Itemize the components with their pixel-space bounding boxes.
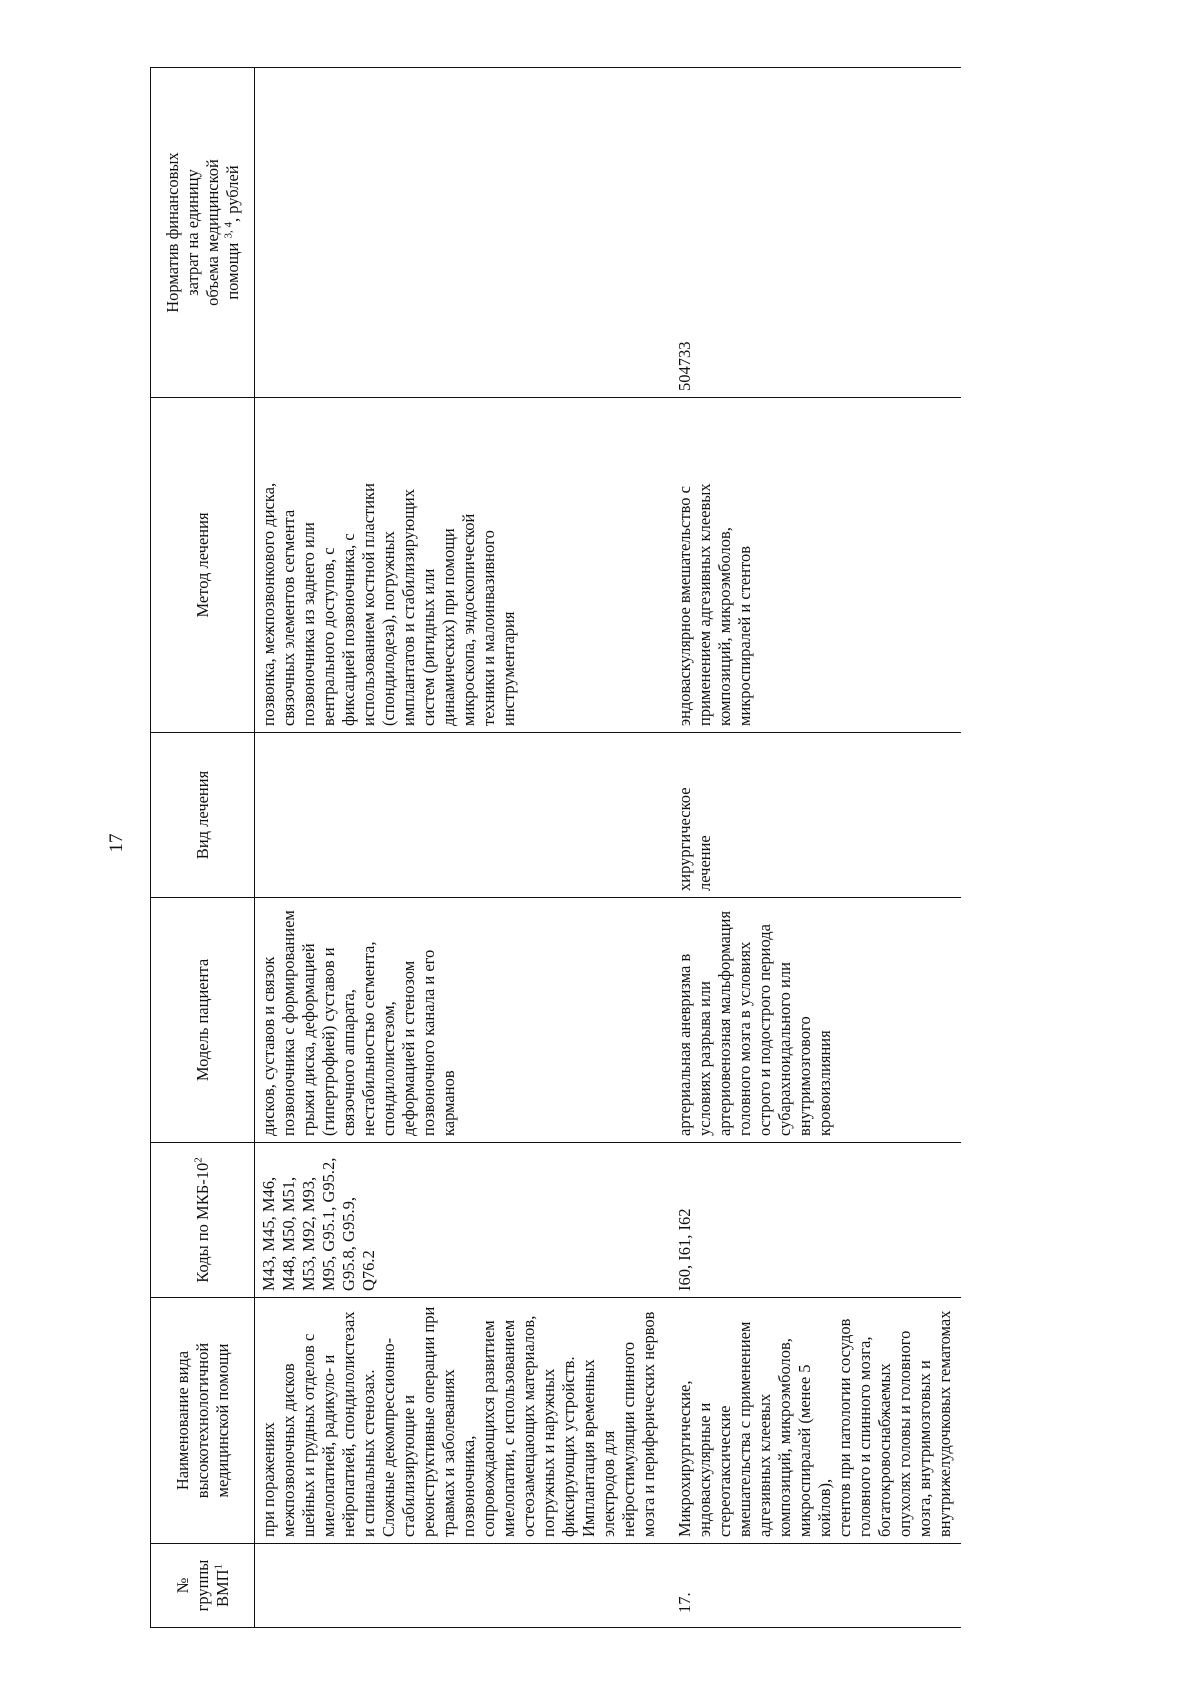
vmp-table <box>150 67 961 1628</box>
cell-model: дисков, суставов и связок позвоночника с формированием грыжи диска, деформацией (гипертрофией) суставов и связочного аппарата, нестабильностью сегмента, спондилолистезом, деформацией и стенозом позвоночного канала и его карманов <box>255 898 674 1143</box>
header-group-no: № группы ВМП$^1$ <box>151 1544 255 1628</box>
table-row <box>673 68 961 1628</box>
page-number: 17 <box>106 833 127 853</box>
table-row <box>255 68 674 1628</box>
table-header-row <box>151 68 255 1628</box>
header-method: Метод лечения <box>151 398 255 733</box>
cell-model: артериальная аневризма в условиях разрыва или артериовенозная мальформация головного мозга в условиях острого и подострого периода субарахноидального или внутримозгового кровоизлияния <box>673 898 961 1143</box>
cell-name: при поражениях межпозвоночных дисков шейных и грудных отделов с миелопатией, радикуло- и нейропатией, спондилолистезах и спинальных стенозах. Сложные декомпрессионно- стабилизирующие и реконструктивные операции при травмах и заболеваниях позвоночника, сопровождающихся развитием миелопатии, с использованием остеозамещающих материалов, погружных и наружных фиксирующих устройств. Имплантация временных электродов для нейростимуляции спинного мозга и периферических нервов <box>255 1298 674 1544</box>
cell-kind <box>255 733 674 898</box>
header-kind: Вид лечения <box>151 733 255 898</box>
cell-norm <box>255 68 674 398</box>
cell-icd: M43, M45, M46, M48, M50, M51, M53, M92, M93, M95, G95.1, G95.2, G95.8, G95.9, Q76.2 <box>255 1143 674 1298</box>
cell-method: позвонка, межпозвонкового диска, связочных элементов сегмента позвоночника из заднего или вентрального доступов, с фиксацией позвоночника, с использованием костной пластики (спондилодеза), погружных имплантатов и стабилизирующих систем (ригидных или динамических) при помощи микроскопа, эндоскопической техники и малоинвазивного инструментария <box>255 398 674 733</box>
cell-group-no <box>255 1544 674 1628</box>
cell-name: Микрохирургические, эндоваскулярные и стереотаксические вмешательства с применением адгезивных клеевых композиций, микроэмболов, микроспиралей (менее 5 койлов), стентов при патологии сосудов головного и спинного мозга, богатокровоснабжаемых опухолях головы и головного мозга, внутримозговых и внутрижелудочковых гематомах <box>673 1298 961 1544</box>
header-icd: Коды по МКБ-$10^2$ <box>151 1143 255 1298</box>
header-model: Модель пациента <box>151 898 255 1143</box>
cell-group-no: 17. <box>673 1544 961 1628</box>
cell-method: эндоваскулярное вмешательство с применением адгезивных клеевых композиций, микроэмболов, микроспиралей и стентов <box>673 398 961 733</box>
header-norm: Норматив финансовых затрат на единицу объема медицинской помощи $^{3, 4}$, рублей <box>151 68 255 398</box>
header-name: Наименование вида высокотехнологичной медицинской помощи <box>151 1298 255 1544</box>
cell-kind: хирургическое лечение <box>673 733 961 898</box>
cell-icd: I60, I61, I62 <box>673 1143 961 1298</box>
cell-norm: 504733 <box>673 68 961 398</box>
